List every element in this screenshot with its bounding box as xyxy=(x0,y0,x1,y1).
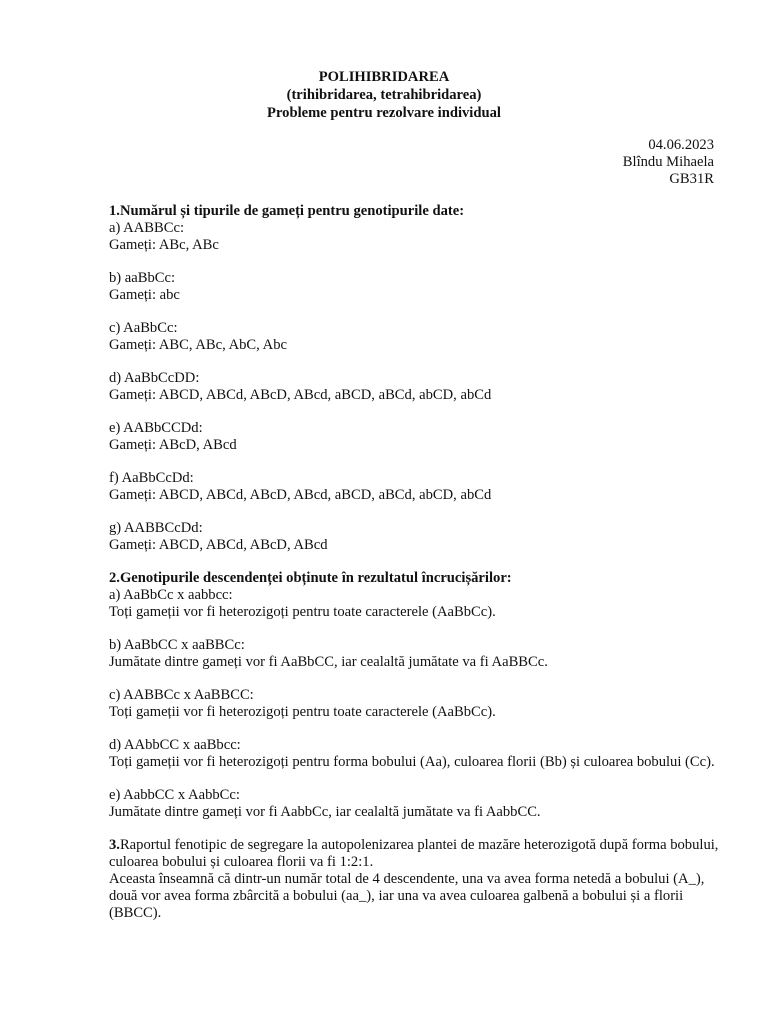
document-subtitle-2: Probleme pentru rezolvare individual xyxy=(267,105,501,121)
cross-label: e) AabbCC x AabbCc: xyxy=(109,787,240,803)
section-1-heading: 1.Numărul și tipurile de gameți pentru genotipurile date: xyxy=(109,203,465,219)
section-1 xyxy=(109,203,719,554)
document-meta xyxy=(623,137,714,188)
document-title: POLIHIBRIDAREA xyxy=(318,69,450,85)
list-item xyxy=(109,370,719,404)
list-item xyxy=(109,587,719,621)
genotype-label: b) aaBbCc: xyxy=(109,270,176,286)
gametes-text: Gameți: ABCD, ABCd, ABcD, ABcd xyxy=(109,537,328,553)
gametes-text: Gameți: ABC, ABc, AbC, Abc xyxy=(109,337,287,353)
list-item xyxy=(109,270,719,304)
list-item xyxy=(109,420,719,454)
document-subtitle: (trihibridarea, tetrahibridarea) xyxy=(286,87,482,103)
genotype-label: c) AaBbCc: xyxy=(109,320,178,336)
genotype-label: g) AABBCcDd: xyxy=(109,520,203,536)
gametes-text: Gameți: ABCD, ABCd, ABcD, ABcd, aBCD, aBCd, abCD, abCd xyxy=(109,387,492,403)
section-3-text-1: Raportul fenotipic de segregare la autopolenizarea plantei de mazăre heterozigotă după forma bobului, culoarea bobului și culoarea florii va fi 1:2:1. xyxy=(109,837,719,870)
list-item xyxy=(109,737,719,771)
document-date: 04.06.2023 xyxy=(648,137,714,153)
genotype-label: f) AaBbCcDd: xyxy=(109,470,194,486)
cross-result: Toți gameții vor fi heterozigoți pentru toate caracterele (AaBbCc). xyxy=(109,704,496,720)
gametes-text: Gameți: ABCD, ABCd, ABcD, ABcd, aBCD, aBCd, abCD, abCd xyxy=(109,487,492,503)
section-2 xyxy=(109,570,719,821)
list-item xyxy=(109,787,719,821)
list-item xyxy=(109,687,719,721)
section-3-paragraph-2: Aceasta înseamnă că dintr-un număr total de 4 descendente, una va avea forma netedă a bobului (A_), două vor avea forma zbârcită a bobului (aa_), iar una va avea culoarea galbenă a bobului și a florii (BBCC). xyxy=(109,871,705,921)
section-3-number: 3. xyxy=(109,837,120,853)
gametes-text: Gameți: ABc, ABc xyxy=(109,237,219,253)
cross-result: Toți gameții vor fi heterozigoți pentru forma bobului (Aa), culoarea florii (Bb) și culoarea bobului (Cc). xyxy=(109,754,715,770)
document-header xyxy=(0,69,768,123)
gametes-text: Gameți: ABcD, ABcd xyxy=(109,437,237,453)
section-3 xyxy=(109,837,719,922)
cross-result: Jumătate dintre gameți vor fi AabbCc, iar cealaltă jumătate va fi AabbCC. xyxy=(109,804,541,820)
cross-label: d) AAbbCC x aaBbcc: xyxy=(109,737,241,753)
genotype-label: e) AABbCCDd: xyxy=(109,420,203,436)
cross-label: c) AABBCc x AaBBCC: xyxy=(109,687,254,703)
section-3-paragraph-1 xyxy=(109,837,719,871)
list-item xyxy=(109,520,719,554)
document-author: Blîndu Mihaela xyxy=(622,154,714,170)
list-item xyxy=(109,320,719,354)
genotype-label: d) AaBbCcDD: xyxy=(109,370,200,386)
list-item xyxy=(109,220,719,254)
list-item xyxy=(109,470,719,504)
section-2-heading: 2.Genotipurile descendenței obținute în rezultatul încrucișărilor: xyxy=(109,570,512,586)
cross-label: a) AaBbCc x aabbcc: xyxy=(109,587,233,603)
cross-label: b) AaBbCC x aaBBCc: xyxy=(109,637,245,653)
cross-result: Jumătate dintre gameți vor fi AaBbCC, iar cealaltă jumătate va fi AaBBCc. xyxy=(109,654,548,670)
list-item xyxy=(109,637,719,671)
genotype-label: a) AABBCc: xyxy=(109,220,184,236)
document-content xyxy=(109,203,719,938)
gametes-text: Gameți: abc xyxy=(109,287,180,303)
document-group: GB31R xyxy=(669,171,714,187)
cross-result: Toți gameții vor fi heterozigoți pentru toate caracterele (AaBbCc). xyxy=(109,604,496,620)
